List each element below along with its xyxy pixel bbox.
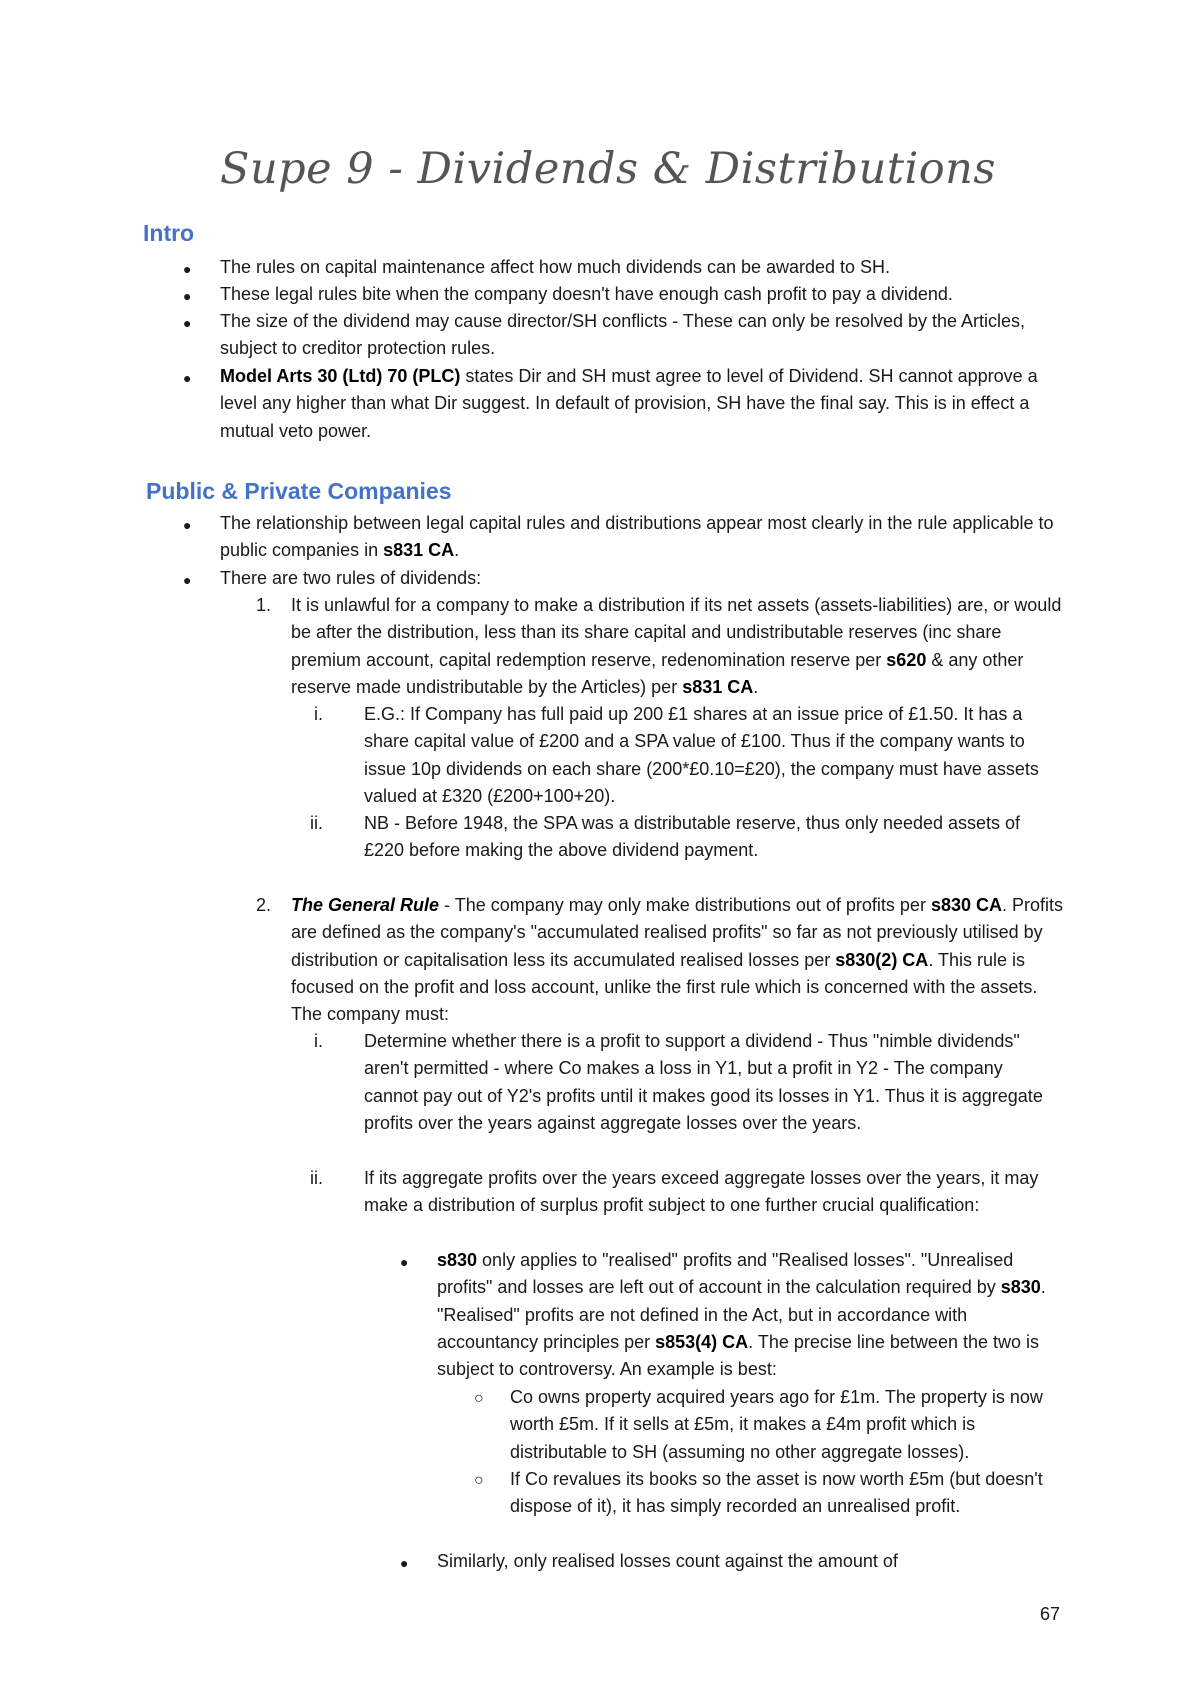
bullet-icon: ● bbox=[183, 572, 192, 588]
public-item-1: The relationship between legal capital rules and distributions appear most clearly in the rule applicable to public companies in s831 CA. bbox=[220, 513, 1054, 561]
bullet-icon: ● bbox=[183, 261, 192, 277]
page-number: 67 bbox=[1040, 1604, 1061, 1624]
rule-2-number: 2. bbox=[256, 895, 272, 915]
page-title: Supe 9 - Dividends & Distributions bbox=[220, 144, 996, 194]
rule-2-text: The General Rule - The company may only make distributions out of profits per s830 CA. Profits are defined as the company's "accumulated realised profits" so far as not previously utilised by distribution or capitalisation less its accumulated realised losses per s830(2) CA. This rule is focused on the profit and loss account, unlike the first rule which is concerned with the assets. The company must: bbox=[291, 895, 1063, 1025]
public-item-2: There are two rules of dividends: bbox=[220, 568, 482, 588]
circle-bullet-icon: ○ bbox=[474, 1472, 484, 1489]
bullet-icon: ● bbox=[400, 1555, 409, 1571]
bullet-icon: ● bbox=[183, 370, 192, 386]
model-arts-ref: Model Arts 30 (Ltd) 70 (PLC) bbox=[220, 366, 461, 386]
rule-2-step-ii: If its aggregate profits over the years exceed aggregate losses over the years, it may make a distribution of surplus profit subject to one further crucial qualification: bbox=[364, 1168, 1039, 1216]
rule-1-number: 1. bbox=[256, 595, 272, 615]
intro-item-4: Model Arts 30 (Ltd) 70 (PLC) states Dir and SH must agree to level of Dividend. SH cannot approve a level any higher than what Dir suggest. In default of provision, SH have the final say. This is in effect a mutual veto power. bbox=[220, 366, 1038, 441]
rule-2-sub-ii-number: ii. bbox=[310, 1168, 323, 1188]
realised-profits-item: s830 only applies to "realised" profits and "Realised losses". "Unrealised profits" and losses are left out of account in the calculation required by s830. "Realised" profits are not defined in the Act, but in accordance with accountancy principles per s853(4) CA. The precise line between the two is subject to controversy. An example is best: bbox=[437, 1250, 1046, 1380]
realised-losses-item: Similarly, only realised losses count against the amount of bbox=[437, 1551, 898, 1571]
bullet-icon: ● bbox=[400, 1254, 409, 1270]
public-private-heading: Public & Private Companies bbox=[146, 478, 452, 504]
example-sale: Co owns property acquired years ago for £1m. The property is now worth £5m. If it sells at £5m, it makes a £4m profit which is distributable to SH (assuming no other aggregate losses). bbox=[510, 1387, 1043, 1462]
general-rule-label: The General Rule bbox=[291, 895, 440, 915]
rule-1-example: E.G.: If Company has full paid up 200 £1 shares at an issue price of £1.50. It has a share capital value of £200 and a SPA value of £100. Thus if the company wants to issue 10p dividends on each share (200*£0.10=£20), the company must have assets valued at £320 (£200+100+20). bbox=[364, 704, 1039, 806]
rule-1-sub-i-number: i. bbox=[314, 704, 323, 724]
rule-2-step-i: Determine whether there is a profit to support a dividend - Thus "nimble dividends" aren't permitted - where Co makes a loss in Y1, but a profit in Y2 - The company cannot pay out of Y2's profits until it makes good its losses in Y1. Thus it is aggregate profits over the years against aggregate losses over the years. bbox=[364, 1031, 1043, 1133]
bullet-icon: ● bbox=[183, 288, 192, 304]
intro-item-1: The rules on capital maintenance affect how much dividends can be awarded to SH. bbox=[220, 257, 891, 277]
rule-1-sub-ii-number: ii. bbox=[310, 813, 323, 833]
rule-1-note: NB - Before 1948, the SPA was a distributable reserve, thus only needed assets of £220 before making the above dividend payment. bbox=[364, 813, 1021, 861]
example-revaluation: If Co revalues its books so the asset is now worth £5m (but doesn't dispose of it), it has simply recorded an unrealised profit. bbox=[510, 1469, 1043, 1517]
rule-2-sub-i-number: i. bbox=[314, 1031, 323, 1051]
bullet-icon: ● bbox=[183, 517, 192, 533]
intro-item-3: The size of the dividend may cause director/SH conflicts - These can only be resolved by the Articles, subject to creditor protection rules. bbox=[220, 311, 1026, 359]
circle-bullet-icon: ○ bbox=[474, 1390, 484, 1407]
intro-item-2: These legal rules bite when the company doesn't have enough cash profit to pay a dividend. bbox=[220, 284, 953, 304]
bullet-icon: ● bbox=[183, 315, 192, 331]
intro-heading: Intro bbox=[143, 220, 195, 246]
rule-1-text: It is unlawful for a company to make a distribution if its net assets (assets-liabilities) are, or would be after the distribution, less than its share capital and undistributable reserves (inc share premium account, capital redemption reserve, redenomination reserve per s620 & any other reserve made undistributable by the Articles) per s831 CA. bbox=[291, 595, 1062, 697]
